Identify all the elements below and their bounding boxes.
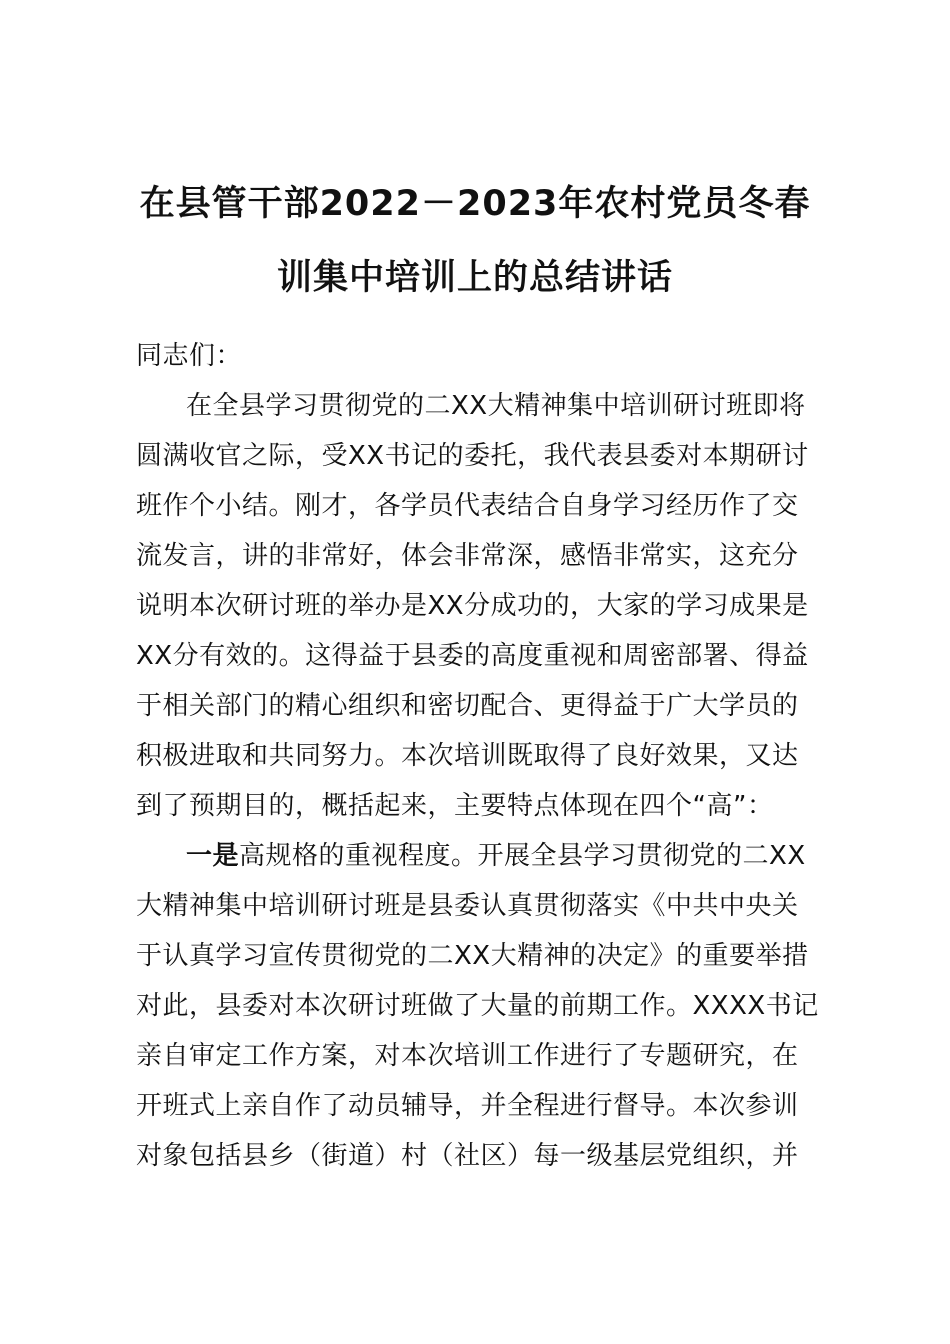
paragraph-2-line-1-text: 高规格的重视程度。开展全县学习贯彻党的二XX: [239, 841, 806, 871]
paragraph-1-line-9: 到了预期目的，概括起来，主要特点体现在四个“高”：: [136, 791, 774, 821]
document-title-line-2: 训集中培训上的总结讲话: [276, 258, 673, 298]
paragraph-2-line-3: 于认真学习宣传贯彻党的二XX大精神的决定》的重要举措: [136, 941, 809, 971]
paragraph-2-line-6: 开班式上亲自作了动员辅导，并全程进行督导。本次参训: [136, 1091, 799, 1121]
document-title-line-1: 在县管干部2022－2023年农村党员冬春: [139, 184, 811, 224]
paragraph-2-line-7: 对象包括县乡（街道）村（社区）每一级基层党组织，并: [136, 1141, 799, 1171]
paragraph-1-line-8: 积极进取和共同努力。本次培训既取得了良好效果，又达: [136, 741, 799, 771]
paragraph-2-line-5: 亲自审定工作方案，对本次培训工作进行了专题研究，在: [136, 1041, 799, 1071]
paragraph-1-line-5: 说明本次研讨班的举办是XX分成功的，大家的学习成果是: [136, 591, 809, 621]
paragraph-2-line-4: 对此，县委对本次研讨班做了大量的前期工作。XXXX书记: [136, 991, 819, 1021]
paragraph-2-line-1: [186, 838, 806, 874]
paragraph-1-line-1: 在全县学习贯彻党的二XX大精神集中培训研讨班即将: [186, 391, 806, 421]
paragraph-1-line-2: 圆满收官之际，受XX书记的委托，我代表县委对本期研讨: [136, 441, 809, 471]
salutation: 同志们：: [136, 341, 243, 371]
paragraph-1-line-6: XX分有效的。这得益于县委的高度重视和周密部署、得益: [136, 641, 809, 671]
paragraph-1-line-3: 班作个小结。刚才，各学员代表结合自身学习经历作了交: [136, 491, 799, 521]
paragraph-1-line-7: 于相关部门的精心组织和密切配合、更得益于广大学员的: [136, 691, 799, 721]
paragraph-2-line-2: 大精神集中培训研讨班是县委认真贯彻落实《中共中央关: [136, 891, 799, 921]
paragraph-1-line-4: 流发言，讲的非常好，体会非常深，感悟非常实，这充分: [136, 541, 799, 571]
paragraph-2-lead: 一是: [186, 841, 240, 871]
